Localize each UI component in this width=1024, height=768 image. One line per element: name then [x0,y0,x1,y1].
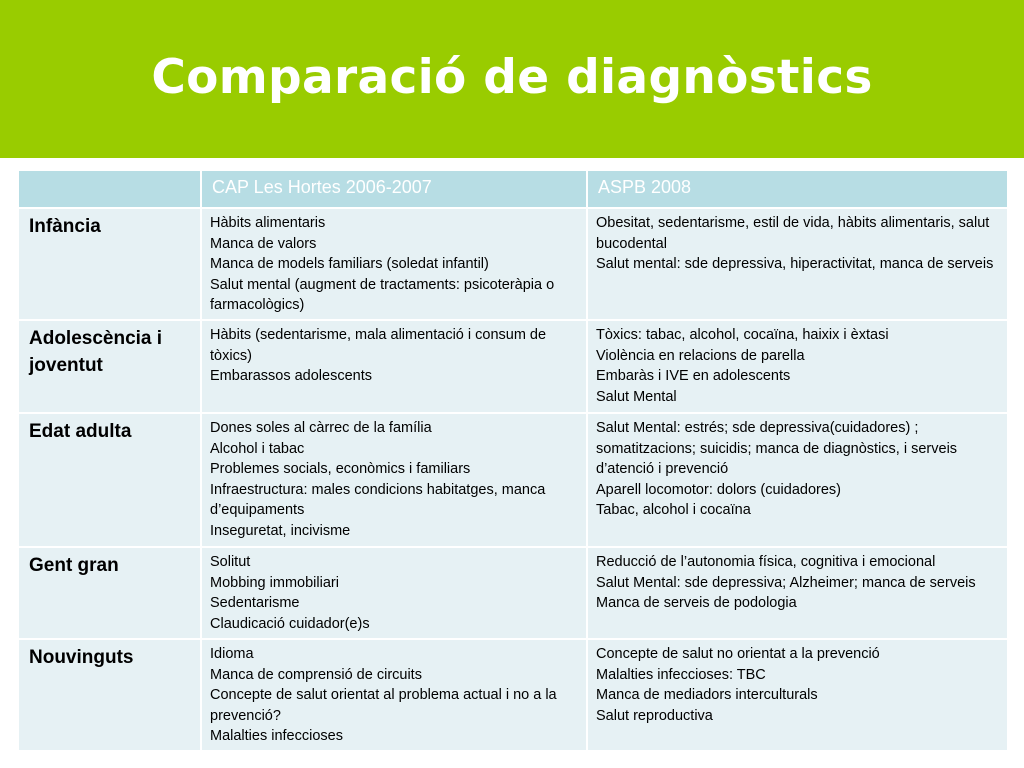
cap-cell [201,547,587,639]
cap-item: Embarassos adolescents [210,368,372,384]
aspb-item: Embaràs i IVE en adolescents [596,368,791,384]
cap-item: Problemes socials, econòmics i familiars [210,461,471,477]
aspb-item: Malalties infeccioses: TBC [596,666,766,683]
cap-item: Manca de models familiars (soledat infantil) [210,256,489,272]
cap-item: Alcohol i tabac [210,440,305,457]
comparison-table [17,169,1009,752]
cap-item: Mobbing immobiliari [210,574,339,591]
row-label: Gent gran [18,547,201,639]
aspb-item: Reducció de l’autonomia física, cognitiva i emocional [596,554,936,570]
cap-cell [201,320,587,413]
aspb-cell [587,320,1008,413]
header-cell-cap: CAP Les Hortes 2006-2007 [201,170,587,208]
table-row [18,639,1008,751]
cap-item: Claudicació cuidador(e)s [210,615,370,632]
cap-cell [201,639,587,751]
aspb-cell [587,547,1008,639]
slide-title: Comparació de diagnòstics [151,50,873,105]
aspb-item: Manca de serveis de podologia [596,595,797,611]
row-label: Nouvinguts [18,639,201,751]
aspb-item: Concepte de salut no orientat a la prevenció [596,646,880,662]
cap-item: Concepte de salut orientat al problema actual i no a la prevenció? [210,687,557,724]
aspb-cell [587,639,1008,751]
aspb-item: Salut Mental [596,388,677,405]
cap-item: Salut mental (augment de tractaments: psicoteràpia o farmacològics) [210,276,555,313]
cap-item: Manca de comprensió de circuits [210,666,422,683]
aspb-item: Tòxics: tabac, alcohol, cocaïna, haixix i èxtasi [596,327,889,343]
header-cell-empty [18,170,201,208]
cap-item: Hàbits alimentaris [210,215,326,231]
cap-item: Hàbits (sedentarisme, mala alimentació i consum de tòxics) [210,327,547,364]
aspb-item: Salut reproductiva [596,707,713,724]
header-cell-aspb: ASPB 2008 [587,170,1008,208]
row-label: Adolescència i joventut [18,320,201,413]
cap-item: Idioma [210,646,254,662]
aspb-item: Manca de mediadors interculturals [596,687,818,703]
cap-cell [201,208,587,320]
cap-item: Sedentarisme [210,595,300,611]
table-row [18,320,1008,413]
cap-cell [201,413,587,547]
cap-item: Malalties infeccioses [210,728,343,744]
table-row [18,413,1008,547]
header-row [18,170,1008,208]
aspb-item: Violència en relacions de parella [596,347,805,364]
cap-item: Solitut [210,554,251,570]
aspb-cell [587,413,1008,547]
cap-item: Infraestructura: males condicions habitatges, manca d’equipaments [210,481,546,518]
aspb-item: Salut Mental: estrés; sde depressiva(cuidadores) ; somatitzacions; suicidis; manca de diagnòstics, i serveis d’atenció i prevenció [596,420,958,477]
aspb-cell [587,208,1008,320]
aspb-item: Salut Mental: sde depressiva; Alzheimer; manca de serveis [596,574,976,591]
aspb-item: Salut mental: sde depressiva, hiperactivitat, manca de serveis [596,256,994,272]
table-row [18,208,1008,320]
table-row [18,547,1008,639]
cap-item: Manca de valors [210,235,317,252]
cap-item: Inseguretat, incivisme [210,522,351,539]
aspb-item: Aparell locomotor: dolors (cuidadores) [596,481,841,498]
aspb-item: Obesitat, sedentarisme, estil de vida, hàbits alimentaris, salut bucodental [596,215,990,252]
aspb-item: Tabac, alcohol i cocaïna [596,502,751,518]
row-label: Infància [18,208,201,320]
cap-item: Dones soles al càrrec de la família [210,420,432,436]
row-label: Edat adulta [18,413,201,547]
